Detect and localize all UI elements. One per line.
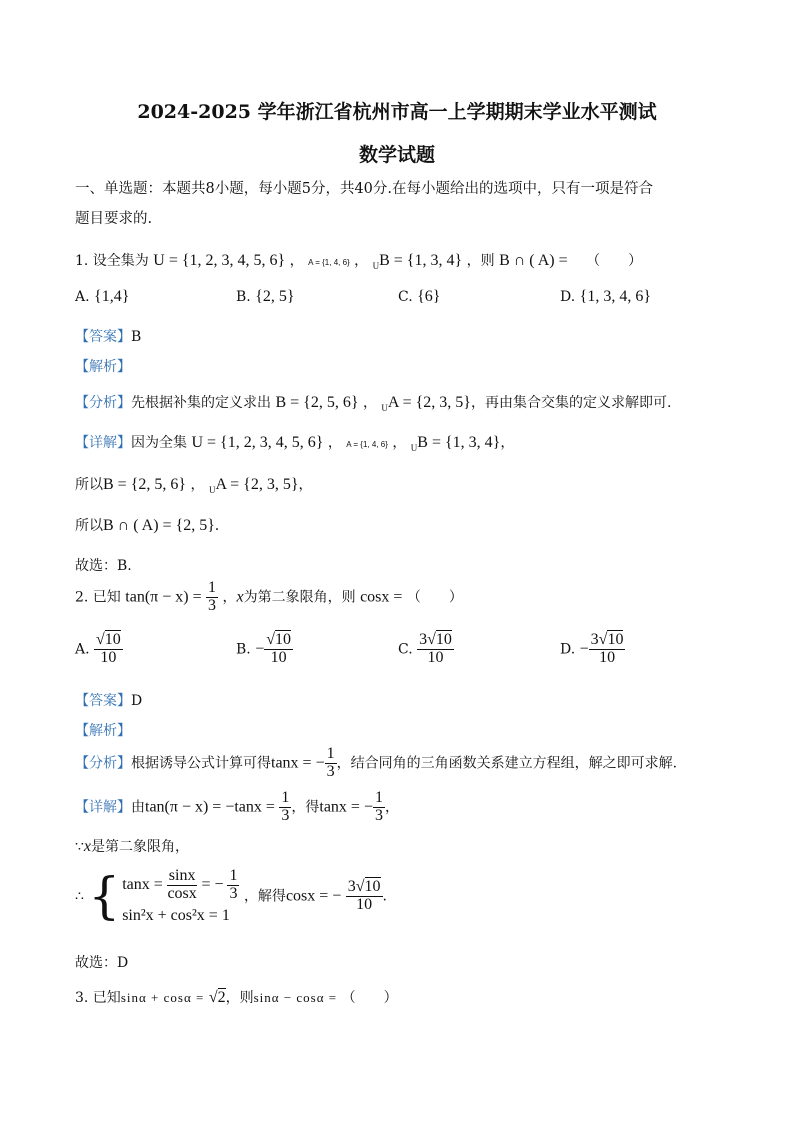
q1-option-d: D. {1, 3, 4, 6} — [560, 288, 651, 305]
q1-step-2: 所以B ∩ ( A) = {2, 5}. — [75, 517, 219, 534]
q2-xiangjie: 【详解】由tan(π − x) = −tanx = $\frac{1}{3}$ ，得tanx = − $\frac{1}{3}$ ， — [75, 789, 399, 824]
q1-option-a: A. {1,4} — [75, 288, 130, 305]
q2-option-a: A. $\frac{√10}{10}$ — [75, 631, 121, 666]
q3-stem: 3. 已知sinα + cosα = √2，则sinα − cosα = （ ） — [75, 989, 398, 1006]
section-heading-cont: 题目要求的. — [75, 211, 153, 227]
q2-equation-system: ∴ { tanx = $\frac{\sin x}{\cos x}$ = − $\frac{1}{3}$ sin²x + cos²x = 1 ，解得cosx = − $\frac{3√10}{10}$ . — [75, 867, 387, 926]
q2-fenxi: 【分析】根据诱导公式计算可得tanx = − $\frac{1}{3}$ ，结合同角的三角函数关系建立方程组，解之即可求解. — [75, 745, 678, 780]
q1-answer: 【答案】B — [75, 329, 142, 345]
q1-comp-B: B = {1, 3, 4} — [379, 252, 463, 269]
q2-answer: 【答案】D — [75, 693, 143, 709]
q1-xiangjie: 【详解】因为全集 U = {1, 2, 3, 4, 5, 6} ， A = {1, 4, 6} ， $_U$B = {1, 3, 4}， — [75, 434, 515, 454]
q2-option-c: C. $\frac{3√10}{10}$ — [398, 631, 452, 666]
q1-option-c: C. {6} — [398, 288, 441, 305]
q2-option-b: B. − $\frac{√10}{10}$ — [236, 631, 292, 666]
q1-A-set: A = {1, 4, 6} — [308, 258, 350, 267]
q1-expr: B ∩ ( A) = — [499, 252, 568, 269]
q2-analysis-tag: 【解析】 — [75, 723, 131, 739]
q2-stem: 2. 已知 tan(π − x) = $\frac{1}{3}$ ，x为第二象限角，则 cosx = （ ） — [75, 579, 463, 614]
q1-stem: 1. 设全集为 U = {1, 2, 3, 4, 5, 6} ， A = {1, 4, 6} ， $_U$B = {1, 3, 4} ，则 B ∩ ( A) = （ ） — [75, 252, 643, 272]
q2-conclusion: 故选：D — [75, 955, 129, 971]
q1-fenxi: 【分析】先根据补集的定义求出 B = {2, 5, 6} ， $_U$A = {2, 3, 5}，再由集合交集的定义求解即可. — [75, 394, 672, 414]
q1-step-1: 所以B = {2, 5, 6} ， $_U$A = {2, 3, 5}， — [75, 476, 313, 496]
section-heading: 一、单选题：本题共8小题，每小题5分，共40分.在每小题给出的选项中，只有一项是符合 — [75, 181, 654, 197]
q2-option-d: D. − $\frac{3√10}{10}$ — [560, 631, 624, 666]
q2-because: ∵x是第二象限角， — [75, 838, 190, 855]
document-title: 2024-2025 学年浙江省杭州市高一上学期期末学业水平测试 — [137, 101, 657, 123]
q1-option-b: B. {2, 5} — [236, 288, 295, 305]
document-subtitle: 数学试题 — [358, 144, 435, 166]
q1-conclusion: 故选：B. — [75, 558, 132, 574]
q1-analysis-tag: 【解析】 — [75, 359, 131, 375]
q1-U-set: U = {1, 2, 3, 4, 5, 6} — [153, 252, 286, 269]
